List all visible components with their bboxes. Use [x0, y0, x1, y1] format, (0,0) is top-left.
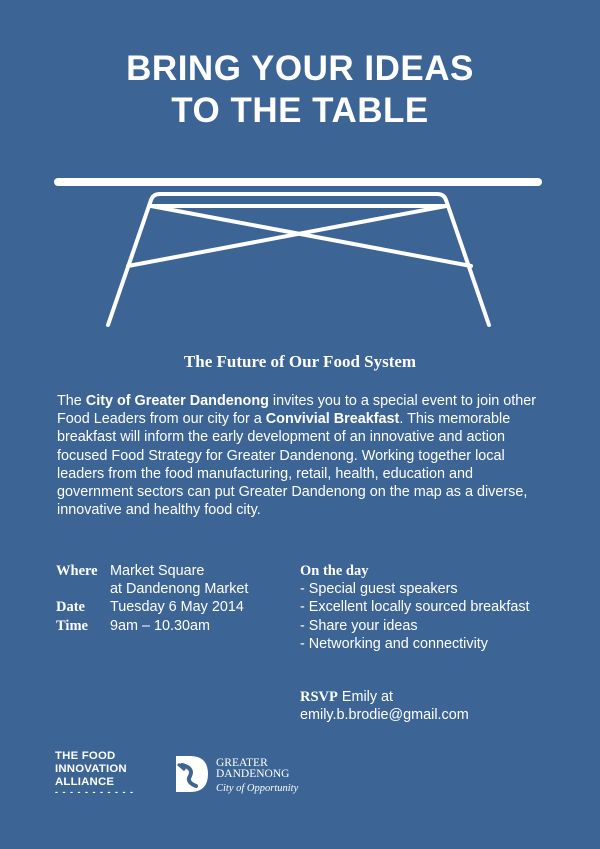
time-label: Time — [56, 617, 88, 634]
headline-line-1: BRING YOUR IDEAS — [126, 49, 474, 88]
intro-text-2: invites you to a special event to join other Food Leaders from our city for a — [57, 393, 537, 428]
date-label: Date — [56, 599, 85, 616]
greater-dandenong-text — [216, 758, 298, 794]
time-value: 9am – 10.30am — [110, 617, 210, 634]
gd-line-1: GREATER — [216, 757, 268, 769]
intro-event-name: Convivial Breakfast — [265, 411, 400, 428]
food-innovation-alliance-logo — [55, 750, 134, 797]
rsvp-email: emily.b.brodie@gmail.com — [300, 707, 469, 724]
where-line-2: at Dandenong Market — [110, 581, 249, 598]
where-value — [110, 562, 296, 598]
gd-line-2: DANDENONG — [216, 768, 290, 780]
time-row — [56, 617, 296, 635]
rsvp-name: Emily at — [337, 689, 394, 705]
date-row — [56, 598, 296, 616]
subtitle: The Future of Our Food System — [183, 352, 417, 371]
where-label: Where — [56, 563, 98, 579]
alliance-line-1: THE FOOD — [55, 750, 116, 762]
on-the-day-section — [300, 562, 550, 653]
headline — [0, 48, 600, 132]
rsvp-label: RSVP — [300, 689, 338, 705]
intro-text-1: The — [57, 393, 86, 409]
table-brace-right — [128, 206, 446, 266]
intro-org-name: City of Greater Dandenong — [85, 393, 269, 409]
rsvp-section — [300, 688, 560, 724]
list-item: - Excellent locally sourced breakfast — [300, 599, 530, 616]
table-brace-left — [151, 206, 471, 266]
alliance-line-2: INNOVATION — [55, 762, 127, 775]
alliance-line-3: ALLIANCE — [55, 775, 115, 788]
where-line-1: Market Square — [110, 563, 205, 579]
list-item: - Share your ideas — [300, 617, 418, 634]
on-the-day-list — [300, 580, 550, 653]
list-item: - Networking and connectivity — [300, 635, 488, 652]
where-row — [56, 562, 296, 598]
event-details — [56, 562, 296, 635]
intro-paragraph — [57, 392, 547, 519]
on-the-day-title: On the day — [300, 563, 369, 579]
greater-dandenong-emblem-icon — [170, 752, 214, 796]
table-illustration — [0, 170, 600, 340]
gd-tagline: City of Opportunity — [216, 783, 299, 794]
list-item: - Special guest speakers — [300, 581, 458, 598]
headline-line-2: TO THE TABLE — [171, 91, 429, 130]
date-value: Tuesday 6 May 2014 — [110, 599, 244, 616]
greater-dandenong-logo — [170, 752, 310, 796]
alliance-dashes: - - - - - - - - - - - — [55, 787, 134, 798]
intro-text-3: . This memorable breakfast will inform the early development of an innovative and action focused Food Strategy for Greater Dandenong. Working together local leaders from the food manufacturing, retail, health, education and government sectors can put Greater Dandenong on the map as a diverse, innovative and healthy food city. — [57, 411, 528, 519]
